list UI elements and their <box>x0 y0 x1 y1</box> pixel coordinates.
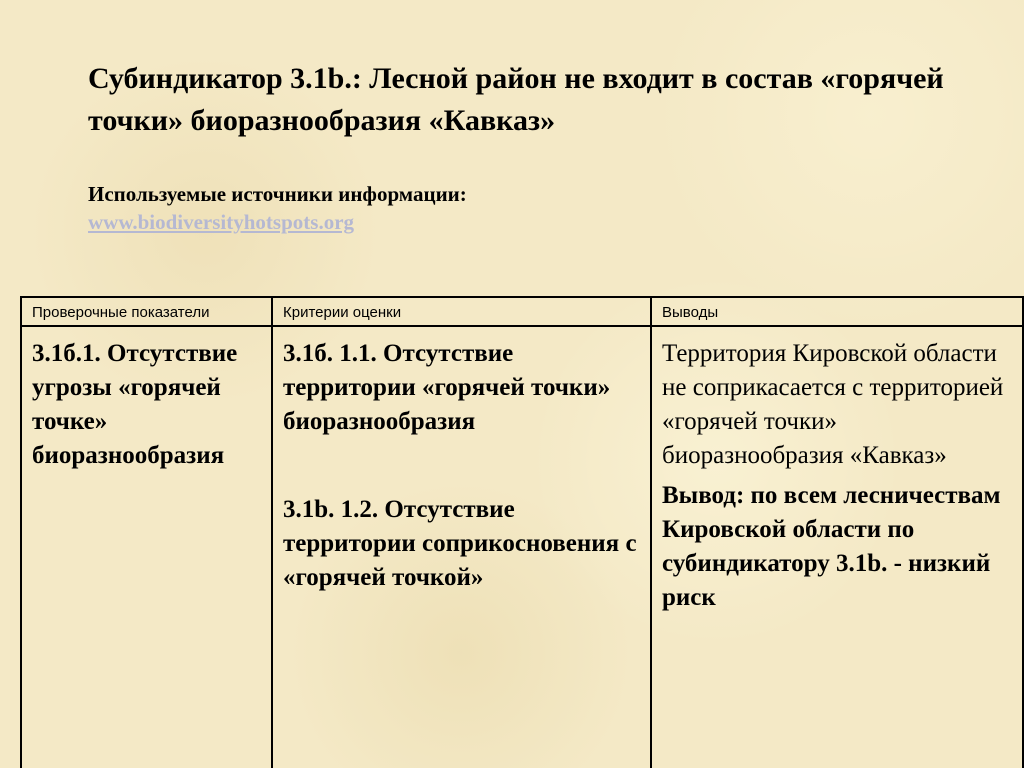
sources-label: Используемые источники информации: <box>88 182 467 206</box>
conclusion-cell <box>651 326 1023 768</box>
table-row <box>22 326 1023 768</box>
sources-link[interactable]: www.biodiversityhotspots.org <box>88 210 355 234</box>
conclusion-verdict: Вывод: по всем лесничествам Кировской области по субиндикатору 3.1b. - низкий риск <box>662 482 1001 611</box>
criterion-2: 3.1b. 1.2. Отсутствие территории соприкосновения с «горячей точкой» <box>283 496 637 591</box>
header-conclusions: Выводы <box>651 298 1023 326</box>
sources-block <box>88 180 467 236</box>
conclusion-text: Территория Кировской области не соприкасается с территорией «горячей точки» биоразнообразия «Кавказ» <box>662 340 1004 469</box>
criterion-1: 3.1б. 1.1. Отсутствие территории «горячей точки» биоразнообразия <box>283 340 611 435</box>
assessment-table <box>20 296 1024 768</box>
header-indicators: Проверочные показатели <box>22 298 272 326</box>
criteria-cell <box>272 326 651 768</box>
page-title: Субиндикатор 3.1b.: Лесной район не входит в состав «горячей точки» биоразнообразия «Кавказ» <box>88 62 944 137</box>
indicator-cell: 3.1б.1. Отсутствие угрозы «горячей точке» биоразнообразия <box>22 326 272 768</box>
header-criteria: Критерии оценки <box>272 298 651 326</box>
table-header-row <box>22 298 1023 326</box>
